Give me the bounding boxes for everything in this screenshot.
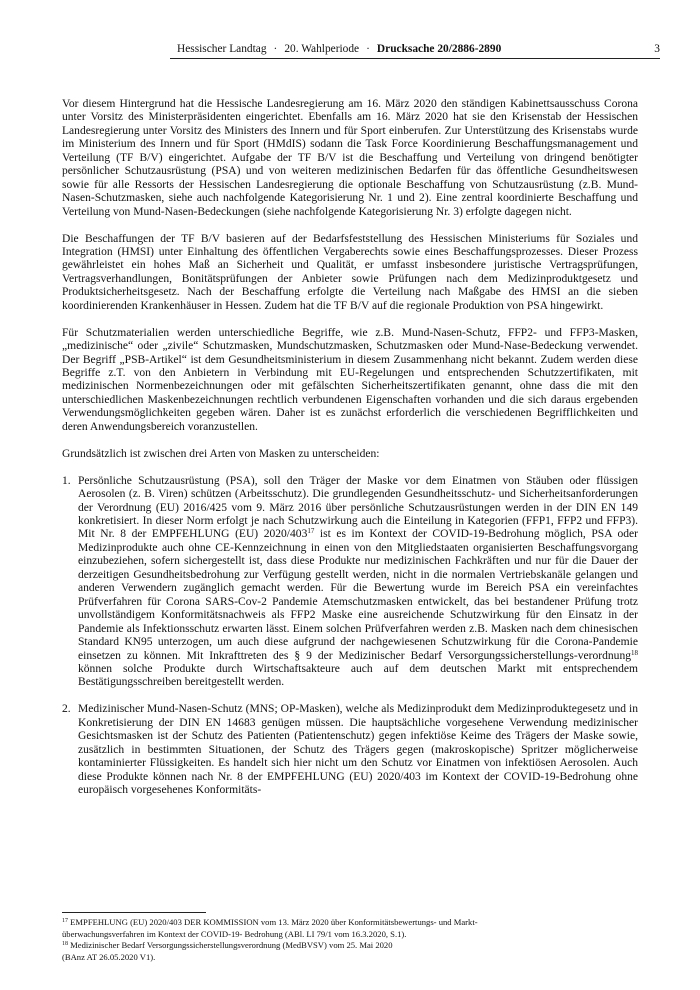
- paragraph: Für Schutzmaterialien werden unterschiedliche Begriffe, wie z.B. Mund-Nasen-Schutz, FFP2- und FFP3-Masken, „medizinische“ oder „zivile“ Schutzmasken, Mundschutzmasken, Schutzmasken oder Mund-Nase-Bedeckung verwendet. Der Begriff „PSB-Artikel“ ist dem Gesundheitsministerium in diesem Zusammenhang nicht bekannt. Zudem werden diese Begriffe z.T. von den Anbietern in Verbindung mit EU-Regelungen und entsprechenden Schutzzertifikaten, mit medizinischen Normenbezeichnungen oder mit gefälschten Sicherheitszertifikaten genannt, ohne dass die mit den unterschiedlichen Maskenbezeichnungen rechtlich verbundenen Eigenschaften vorhanden und die sich daraus ergebenden Verwendungsmöglichkeiten gegeben wären. Daher ist es zunächst erforderlich die verschiedenen Begrifflichkeiten und deren Anwendungsbereich voranzustellen.: [62, 326, 638, 433]
- footnote-rule: [62, 912, 206, 913]
- header-separator: ·: [273, 43, 278, 55]
- header-center: [177, 41, 501, 57]
- footnotes: [62, 917, 638, 963]
- list-item-text: können solche Produkte durch Wirtschaftsakteure auch auf dem deutschen Markt mit entsprechendem Bestätigungsschreiben bereitgestellt werden.: [78, 662, 638, 689]
- header-period: 20. Wahlperiode: [284, 43, 360, 55]
- header-doc-number: 20/2886-2890: [437, 43, 502, 55]
- list-item-number: 1.: [62, 474, 71, 487]
- footnote-text: EMPFEHLUNG (EU) 2020/403 DER KOMMISSION vom 13. März 2020 über Konformitätsbewertungs- und Markt-: [68, 917, 478, 927]
- list-item-text: Medizinischer Mund-Nasen-Schutz (MNS; OP-Masken), welche als Medizinprodukt dem Medizinproduktegesetz und in Konkretisierung der DIN EN 14683 genügen müssen. Die hauptsächliche vorgesehene Verwendung medizinischer Gesichtsmasken ist der Schutz des Patienten (Patientenschutz) gegen infektiöse Keime des Trägers der Maske sowie, zusätzlich in bestimmten Situationen, der Schutz des Trägers gegen (makroskopische) Spritzer möglicherweise kontaminierter Flüssigkeiten. Es handelt sich hier nicht um den Schutz vor Einatmen von infektiösen Aerosolen. Auch diese Produkte können nach Nr. 8 der EMPFEHLUNG (EU) 2020/403 im Kontext der COVID-19-Bedrohung ohne europäisch vorgesehenes Konformitäts-: [78, 703, 638, 797]
- paragraph: Die Beschaffungen der TF B/V basieren auf der Bedarfsfeststellung des Hessischen Ministeriums für Soziales und Integration (HMSI) unter Einhaltung des öffentlichen Vergaberechts sowie eines Beschaffungsprozesses. Dieser Prozess gewährleistet ein hohes Maß an Sicherheit und Qualität, er umfasst insbesondere juristische Vertragsprüfungen, Vertragsverhandlungen, Bonitätsprüfungen der Anbieter sowie Prüfungen nach dem Medizinproduktgesetz und Produktsicherheitsgesetz. Nach der Beschaffung erfolgte die Verteilung nach Maßgabe des HMSI an die sieben koordinierenden Krankenhäuser in Hessen. Zudem hat die TF B/V auf die regionale Produktion von PSA hingewirkt.: [62, 232, 638, 312]
- paragraph: Vor diesem Hintergrund hat die Hessische Landesregierung am 16. März 2020 den ständigen Kabinettsausschuss Corona unter Vorsitz des Ministerpräsidenten eingerichtet. Ebenfalls am 16. März 2020 hat sie den Krisenstab der Hessischen Landesregierung unter Vorsitz des Ministers des Innern und für Sport einberufen. Zur Unterstützung des Krisenstabs wurde im Ministerium des Innern und für Sport (HMdIS) sodann die Task Force Koordinierung Beschaffungsmanagement und Verteilung (TF B/V) eingerichtet. Aufgabe der TF B/V ist die Beschaffung und Verteilung von dringend benötigter persönlicher Schutzausrüstung (PSA) und von weiteren medizinischen Bedarfen für das öffentliche Gesundheitswesen sowie für alle Ressorts der Hessischen Landesregierung die optionale Beschaffung von Schutzausrüstung (z.B. Mund-Nasen-Schutzmasken, siehe auch nachfolgende Kategorisierung Nr. 1 und 2). Eine zentral koordinierte Beschaffung und Verteilung von Mund-Nasen-Bedeckungen (siehe nachfolgende Kategorisierung Nr. 3) erfolgte dagegen nicht.: [62, 98, 638, 218]
- list-item-text: ist es im Kontext der COVID-19-Bedrohung möglich, PSA oder Medizinprodukte auch ohne CE-Kennzeichnung in einen von den Mitgliedstaaten organisierten Beschaffungsvorgang einzubeziehen, sofern sichergestellt ist, dass diese Produkte nur medizinischen Fachkräften und nur für die Dauer der derzeitigen Gesundheitsbedrohung zur Verfügung gestellt werden, nicht in die normalen Vertriebskanäle gelangen und anderen Verwendern zugänglich gemacht werden. Für die Bewertung wurde im Bereich PSA ein vereinfachtes Prüfverfahren für Corona SARS-Cov-2 Pandemie Atemschutzmasken entwickelt, das bei bestandener Prüfung trotz unvollständigem Konformitätsnachweis als FFP2 Maske eine ausreichende Schutzwirkung für den Einsatz in der Pandemie als Infektionsschutz erwarten lässt. Einem solchen Prüfverfahren werden z.B. Masken nach dem chinesischen Standard KN95 unterzogen, um auch diese aufgrund der nachgewiesenen Schutzwirkung für die Corona-Pandemie einsetzen zu können. Mit Inkrafttreten des § 9 der Medizinischer Bedarf Versorgungssicherstellungs-verordnung: [78, 528, 638, 662]
- footnote-ref[interactable]: 18: [631, 648, 638, 657]
- footnote-text: überwachungsverfahren im Kontext der COVID-19- Bedrohung (ABl. LI 79/1 vom 16.3.2020, S.1).: [62, 928, 407, 939]
- list-item-text: Persönliche Schutzausrüstung (PSA), soll den Träger der Maske vor dem Einatmen von Stäuben oder flüssigen Aerosolen (z. B. Viren) schützen (Arbeitsschutz). Die grundlegenden Gesundheitsschutz- und Sicherheitsanforderungen der Verordnung (EU) 2016/425 vom 9. März 2016 über persönliche Schutzausrüstungen werden in der DIN EN 149 konkretisiert. In dieser Norm erfolgt je nach Schutzwirkung auch die Einteilung in Kategorien (FFP1, FFP2 und FFP3). Mit Nr. 8 der EMPFEHLUNG (EU) 2020/403: [78, 474, 638, 541]
- header-rule: [170, 58, 660, 59]
- mask-types-list: [62, 475, 638, 798]
- footnote-ref[interactable]: 17: [307, 527, 315, 536]
- footnote-marker: 17: [62, 918, 68, 924]
- document-body: [62, 98, 638, 811]
- footnote-text: (BAnz AT 26.05.2020 V1).: [62, 951, 156, 962]
- header-parliament: Hessischer Landtag: [177, 43, 267, 55]
- page-number: 3: [654, 43, 660, 55]
- header-separator: ·: [366, 43, 370, 55]
- list-item: [62, 475, 638, 690]
- paragraph: Grundsätzlich ist zwischen drei Arten von Masken zu unterscheiden:: [62, 447, 380, 460]
- page-header: [60, 41, 660, 57]
- list-item: [62, 703, 638, 797]
- footnote: [62, 940, 638, 952]
- footnote: [62, 917, 638, 929]
- header-doc-label: Drucksache: [376, 43, 435, 55]
- footnote-text: Medizinischer Bedarf Versorgungssicherstellungsverordnung (MedBVSV) vom 25. Mai 2020: [68, 940, 393, 951]
- footnote-marker: 18: [62, 941, 68, 948]
- list-item-number: 2.: [62, 703, 71, 716]
